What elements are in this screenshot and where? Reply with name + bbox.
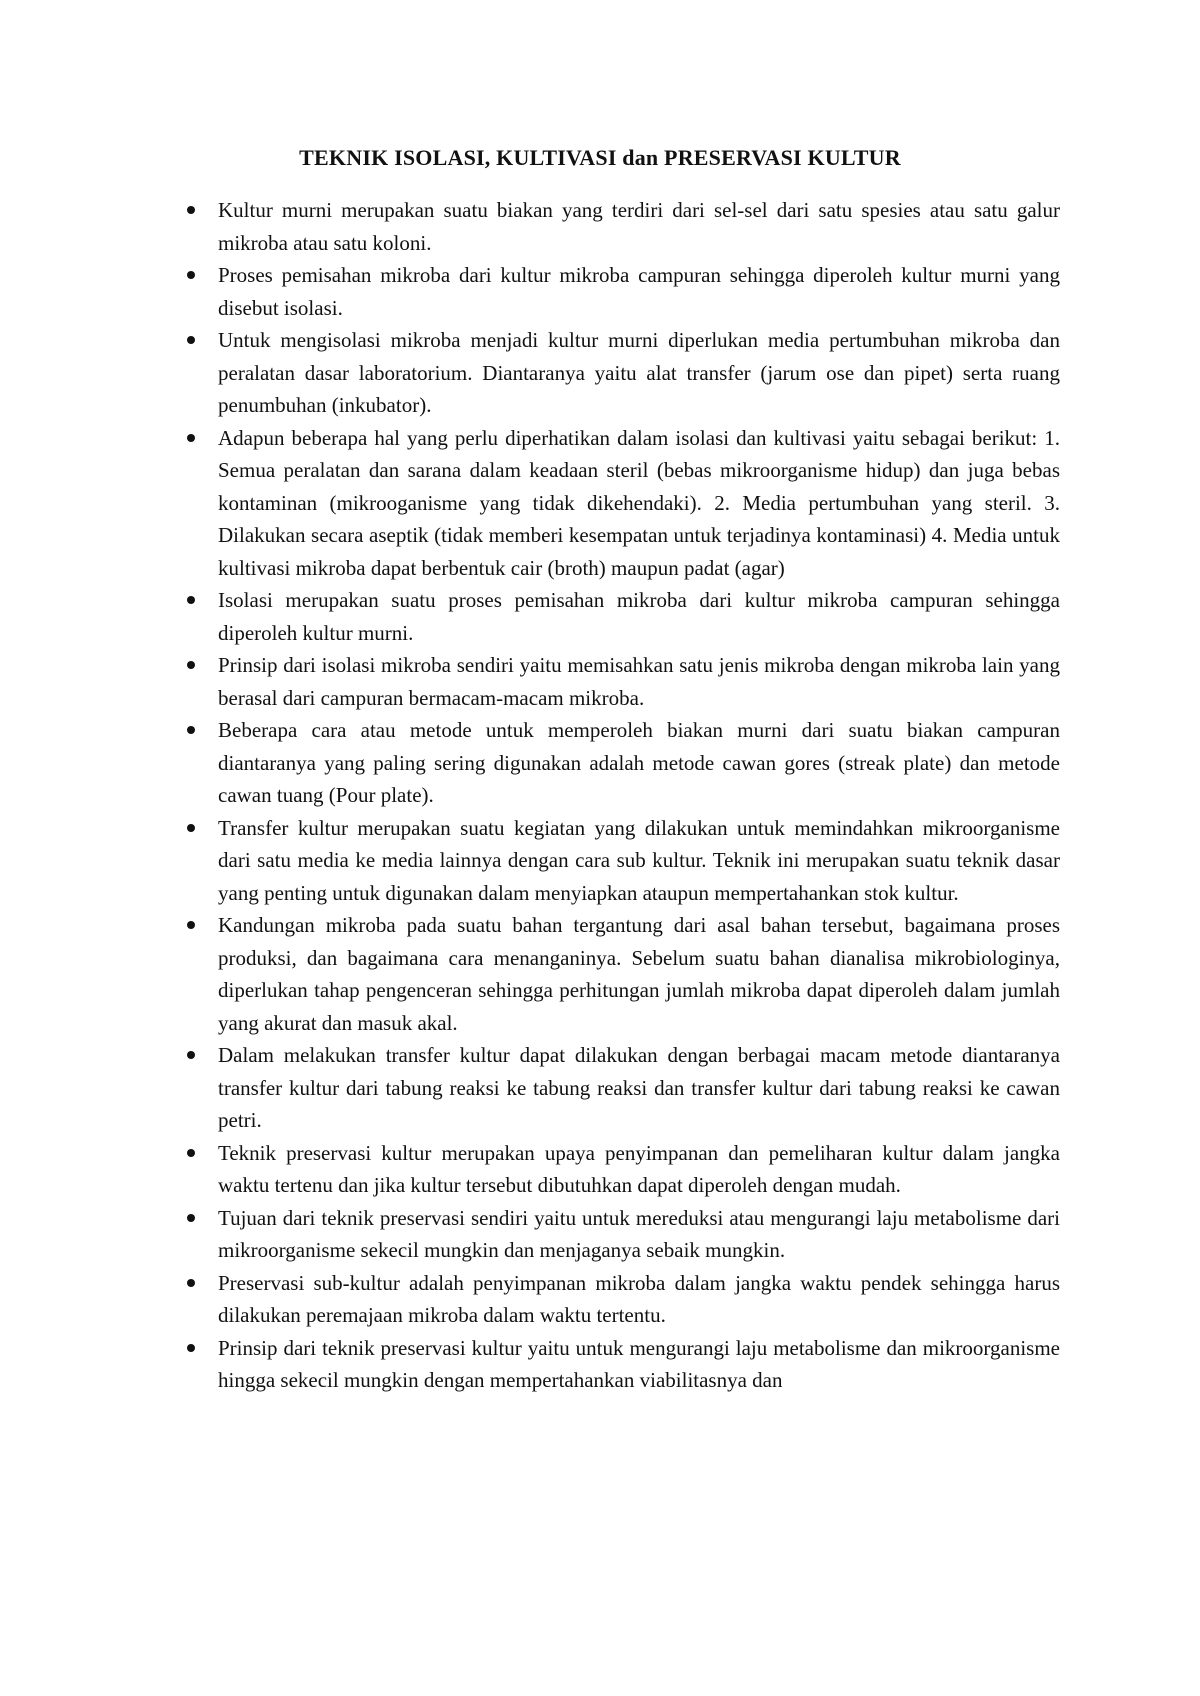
- list-item-text: Prinsip dari isolasi mikroba sendiri yaitu memisahkan satu jenis mikroba dengan mikroba lain yang berasal dari campuran bermacam-macam mikroba.: [218, 653, 1060, 710]
- list-item-text: Preservasi sub-kultur adalah penyimpanan mikroba dalam jangka waktu pendek sehingga harus dilakukan peremajaan mikroba dalam waktu tertentu.: [218, 1270, 1060, 1327]
- list-item-text: Untuk mengisolasi mikroba menjadi kultur murni diperlukan media pertumbuhan mikroba dan peralatan dasar laboratorium. Diantaranya yaitu alat transfer (jarum ose dan pipet) serta ruang penumbuhan (inkubator).: [218, 328, 1060, 417]
- list-item: [218, 1137, 1060, 1202]
- bullet-dot-icon: [187, 921, 195, 929]
- list-item-text: Proses pemisahan mikroba dari kultur mikroba campuran sehingga diperoleh kultur murni yang disebut isolasi.: [218, 263, 1060, 320]
- list-item-text: Transfer kultur merupakan suatu kegiatan yang dilakukan untuk memindahkan mikroorganisme dari satu media ke media lainnya dengan cara sub kultur. Teknik ini merupakan suatu teknik dasar yang penting untuk digunakan dalam menyiapkan ataupun mempertahankan stok kultur.: [218, 815, 1060, 905]
- list-item-text: Isolasi merupakan suatu proses pemisahan mikroba dari kultur mikroba campuran sehingga diperoleh kultur murni.: [218, 588, 1060, 645]
- bullet-dot-icon: [187, 596, 195, 604]
- list-item-text: Kandungan mikroba pada suatu bahan tergantung dari asal bahan tersebut, bagaimana proses produksi, dan bagaimana cara menanganinya. Sebelum suatu bahan dianalisa mikrobiologinya, diperlukan tahap pengenceran sehingga perhitungan jumlah mikroba dapat diperoleh dalam jumlah yang akurat dan masuk akal.: [218, 913, 1060, 1035]
- bullet-dot-icon: [187, 824, 195, 832]
- list-item: [218, 714, 1060, 812]
- list-item: [218, 649, 1060, 714]
- list-item-text: Kultur murni merupakan suatu biakan yang terdiri dari sel-sel dari satu spesies atau satu galur mikroba atau satu koloni.: [218, 198, 1060, 255]
- list-item: [218, 324, 1060, 422]
- bullet-dot-icon: [187, 271, 195, 279]
- bullet-dot-icon: [187, 1279, 195, 1287]
- list-item: [218, 909, 1060, 1039]
- bullet-dot-icon: [187, 661, 195, 669]
- list-item-text: Prinsip dari teknik preservasi kultur yaitu untuk mengurangi laju metabolisme dan mikroorganisme hingga sekecil mungkin dengan mempertahankan viabilitasnya dan: [218, 1335, 1060, 1392]
- list-item-text: Beberapa cara atau metode untuk memperoleh biakan murni dari suatu biakan campuran diantaranya yang paling sering digunakan adalah metode cawan gores (streak plate) dan metode cawan tuang (Pour plate).: [218, 718, 1060, 807]
- document-title: TEKNIK ISOLASI, KULTIVASI dan PRESERVASI KULTUR: [299, 145, 901, 170]
- bullet-dot-icon: [187, 336, 195, 344]
- list-item: [218, 422, 1060, 585]
- list-item: [218, 584, 1060, 649]
- bullet-dot-icon: [187, 434, 195, 442]
- bullet-dot-icon: [187, 1344, 195, 1352]
- bullet-dot-icon: [187, 726, 195, 734]
- list-item: [218, 812, 1060, 910]
- list-item: [218, 1267, 1060, 1332]
- list-item-text: Teknik preservasi kultur merupakan upaya penyimpanan dan pemeliharan kultur dalam jangka waktu tertenu dan jika kultur tersebut dibutuhkan dapat diperoleh dengan mudah.: [218, 1140, 1060, 1197]
- bullet-dot-icon: [187, 1051, 195, 1059]
- list-item-text: Tujuan dari teknik preservasi sendiri yaitu untuk mereduksi atau mengurangi laju metabolisme dari mikroorganisme sekecil mungkin dan menjaganya sebaik mungkin.: [218, 1205, 1060, 1262]
- list-item: [218, 1332, 1060, 1397]
- bullet-list: [218, 194, 1060, 1397]
- list-item: [218, 194, 1060, 259]
- list-item-text: Adapun beberapa hal yang perlu diperhatikan dalam isolasi dan kultivasi yaitu sebagai berikut: 1. Semua peralatan dan sarana dalam keadaan steril (bebas mikroorganisme hidup) dan juga bebas kontaminan (mikrooganisme yang tidak dikehendaki). 2. Media pertumbuhan yang steril. 3. Dilakukan secara aseptik (tidak memberi kesempatan untuk terjadinya kontaminasi) 4. Media untuk kultivasi mikroba dapat berbentuk cair (broth) maupun padat (agar): [218, 425, 1060, 580]
- list-item: [218, 1202, 1060, 1267]
- list-item-text: Dalam melakukan transfer kultur dapat dilakukan dengan berbagai macam metode diantaranya transfer kultur dari tabung reaksi ke tabung reaksi dan transfer kultur dari tabung reaksi ke cawan petri.: [218, 1043, 1060, 1132]
- bullet-dot-icon: [187, 1214, 195, 1222]
- bullet-dot-icon: [187, 206, 195, 214]
- bullet-dot-icon: [187, 1149, 195, 1157]
- list-item: [218, 259, 1060, 324]
- list-item: [218, 1039, 1060, 1137]
